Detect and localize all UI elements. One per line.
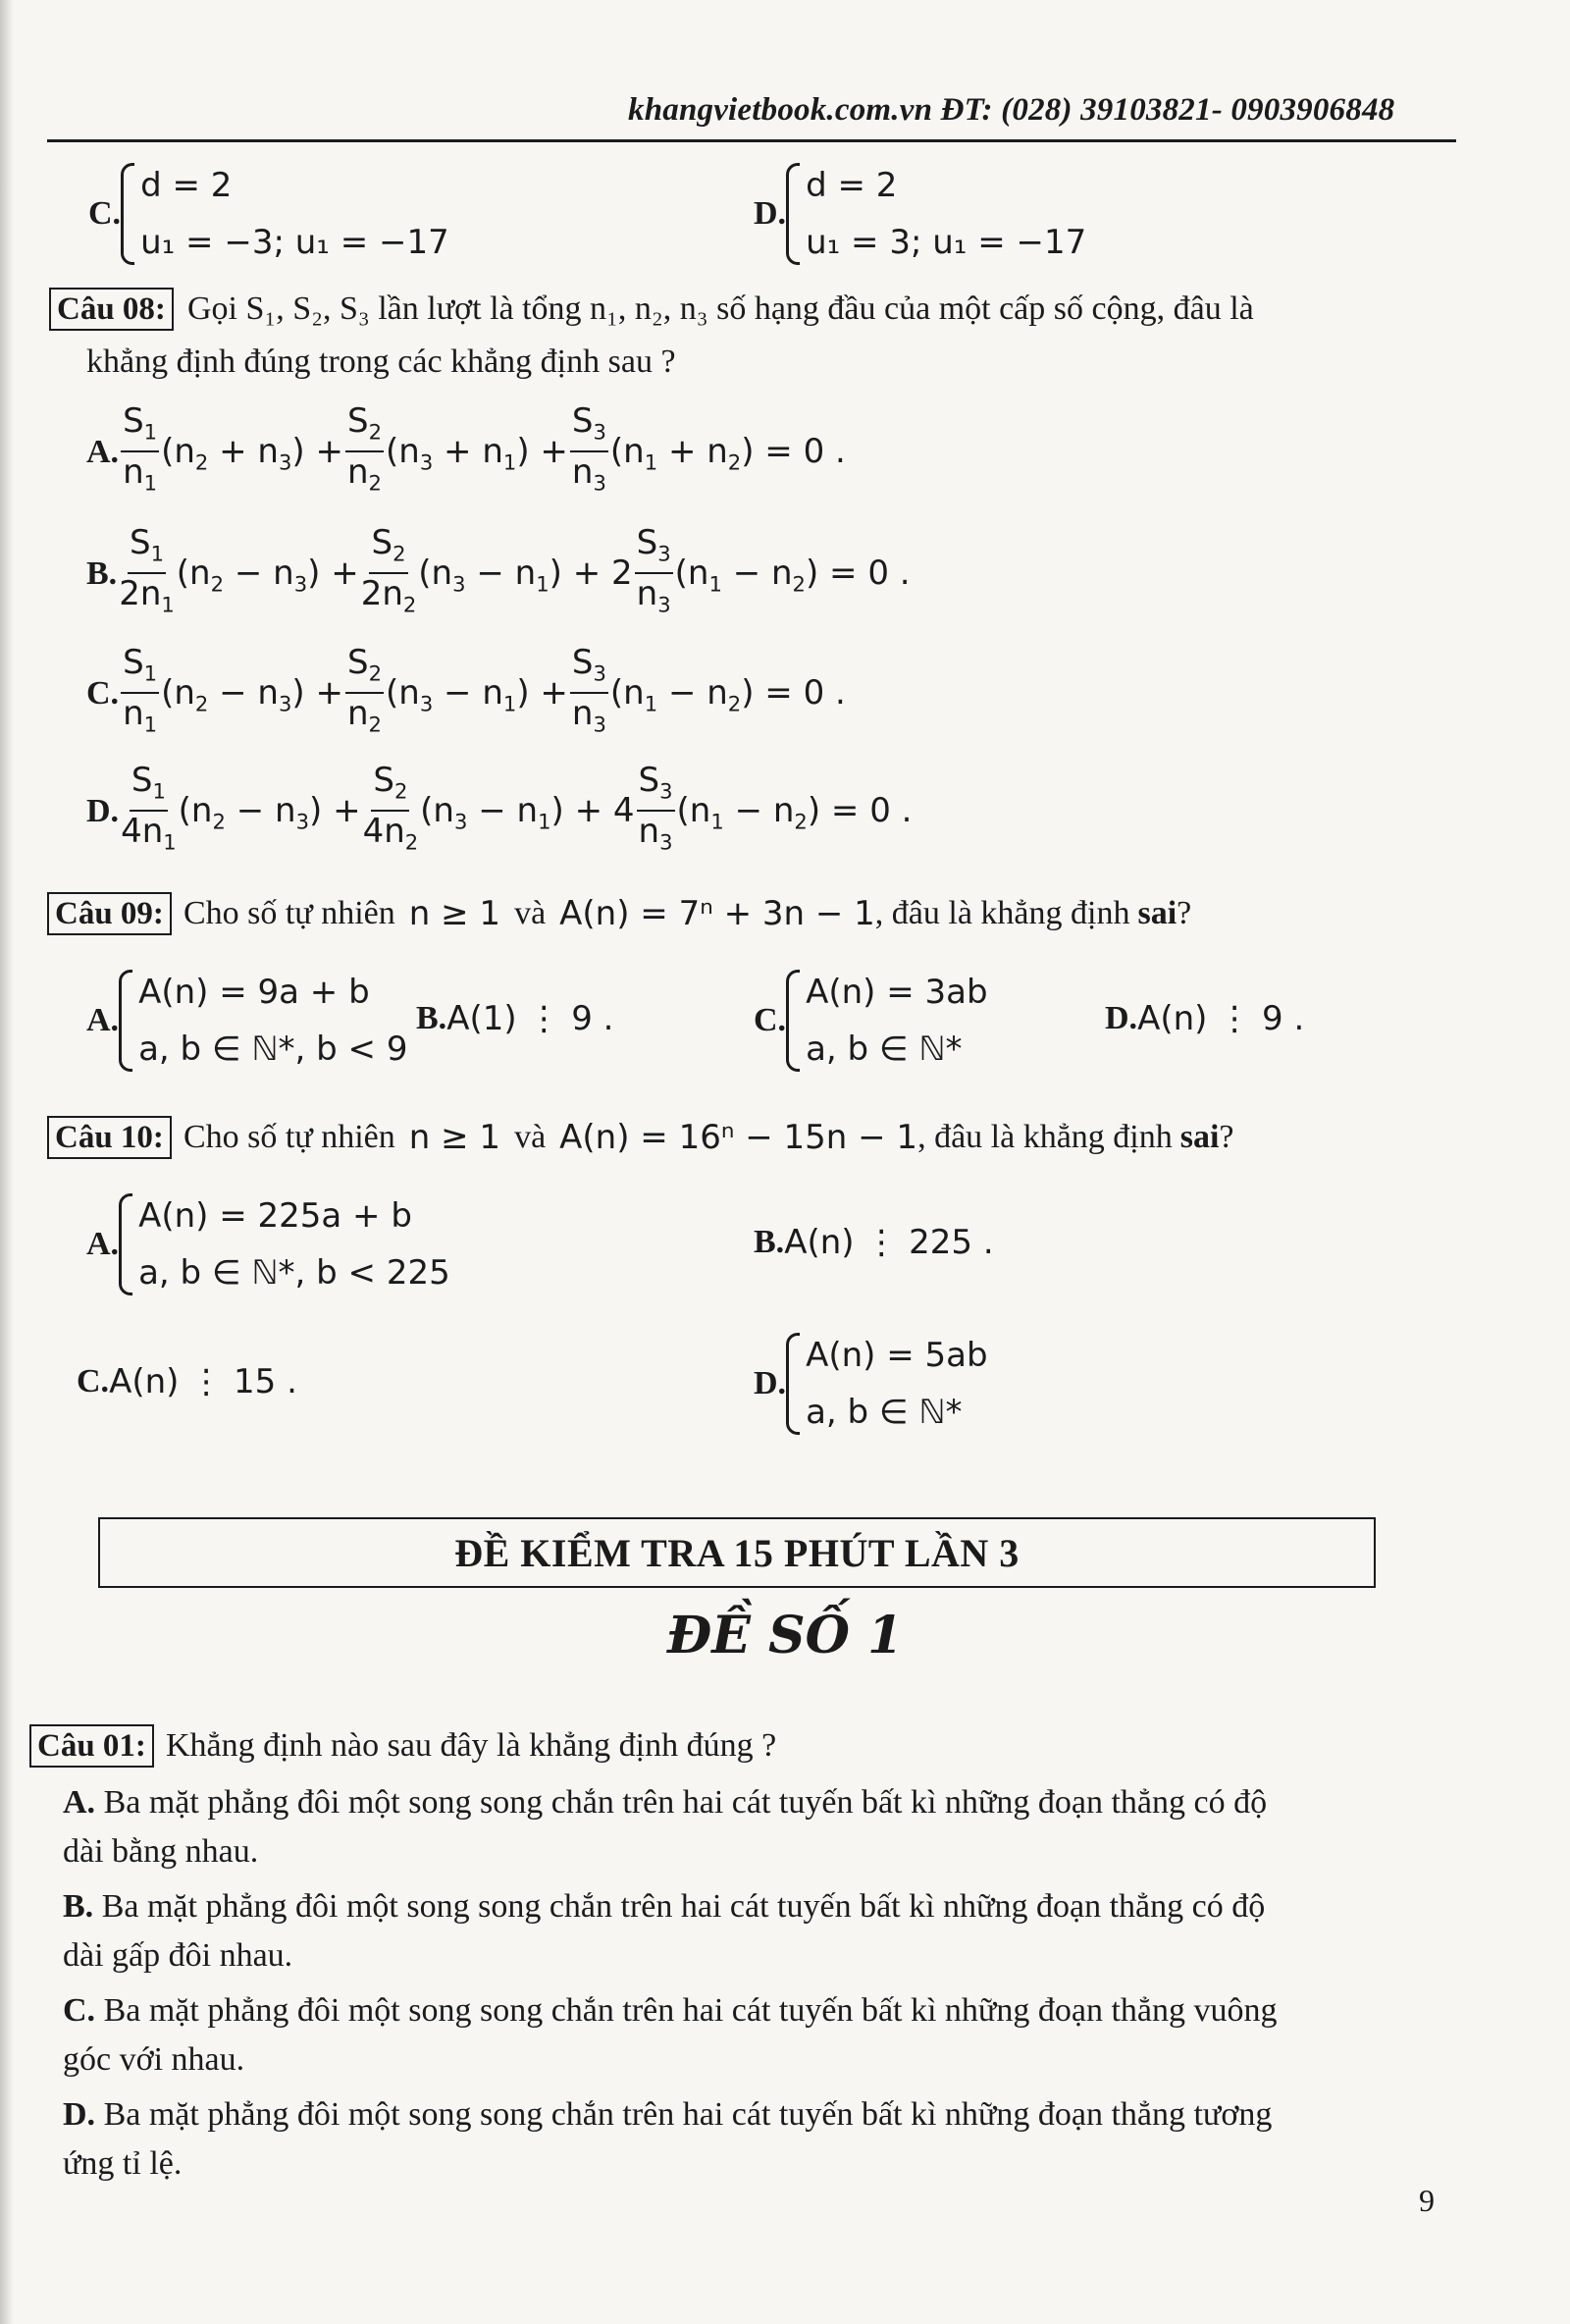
q10-text-post: , đâu là khẳng định <box>917 1119 1173 1155</box>
q09-c-line1: A(n) = 3ab <box>806 973 988 1012</box>
q08-a-label: A. <box>86 434 120 471</box>
q01-a-text-line2: dài bằng nhau. <box>63 1833 259 1870</box>
q09-a-line2: a, b ∈ ℕ*, b < 9 <box>138 1030 408 1069</box>
q07-c-line2: u₁ = −3; u₁ = −17 <box>140 223 449 262</box>
header-site-contact: khangvietbook.com.vn ĐT: (028) 39103821- 0903906848 <box>628 92 1395 128</box>
q09-option-a <box>86 964 408 1078</box>
q01-option-b <box>63 1882 1437 1931</box>
q09-expression: A(n) = 7ⁿ + 3n − 1 <box>559 894 875 933</box>
q08-option-c: C. $\frac{S_1}{n_1}$ $(n_2 - n_3)$ + $\frac{S_2}{n_2}$ $(n_3 - n_1)$ + $\frac{S_3}{n_3}$ $(n_1 - n_2) = 0$ . <box>86 643 846 737</box>
section-subtitle: ĐỀ SỐ 1 <box>666 1606 904 1665</box>
q10-expression: A(n) = 16ⁿ − 15n − 1 <box>559 1118 918 1157</box>
q10-a-system <box>119 1188 450 1301</box>
q09-text-post: , đâu là khẳng định <box>874 895 1130 931</box>
q10-option-c <box>77 1362 297 1401</box>
q09-d-text: A(n) ⋮ 9 . <box>1137 999 1305 1038</box>
q08-option-a: A. $\frac{S_1}{n_1}$ $(n_2 + n_3)$ + $\frac{S_2}{n_2}$ $(n_3 + n_1)$ + $\frac{S_3}{n_3}$ $(n_1 + n_2) = 0$ . <box>86 401 846 496</box>
q09-option-d <box>1105 999 1304 1038</box>
q09-condition: n ≥ 1 <box>408 894 501 933</box>
q01-c-label: C. <box>63 1992 96 2029</box>
q10-a-label: A. <box>86 1226 120 1262</box>
q01-a-label: A. <box>63 1784 96 1821</box>
q10-c-label: C. <box>77 1363 110 1400</box>
brace <box>119 970 132 1072</box>
page-edge-shadow <box>0 0 14 2324</box>
q09-a-line1: A(n) = 9a + b <box>138 973 370 1012</box>
q10-a-line1: A(n) = 225a + b <box>138 1196 412 1236</box>
q01-a-text-line1: Ba mặt phẳng đôi một song song chắn trên hai cát tuyến bất kì những đoạn thẳng có độ <box>103 1784 1268 1821</box>
section-title-box <box>98 1517 1376 1588</box>
brace <box>121 163 134 265</box>
q09-c-label: C. <box>754 1002 787 1038</box>
q09-c-line2: a, b ∈ ℕ* <box>806 1030 963 1069</box>
q01-stem <box>29 1721 776 1770</box>
q07-option-c <box>88 157 449 271</box>
q09-text-and: và <box>514 895 547 931</box>
q07-d-label: D. <box>754 195 787 232</box>
q01-c-text-line2: góc với nhau. <box>63 2041 245 2078</box>
q09-stem <box>47 889 1191 938</box>
q09-b-label: B. <box>416 1000 447 1036</box>
q07-c-line1: d = 2 <box>140 166 233 205</box>
q10-option-a <box>86 1188 450 1301</box>
q10-d-line1: A(n) = 5ab <box>806 1336 988 1375</box>
q10-d-line2: a, b ∈ ℕ* <box>806 1393 963 1432</box>
q08-text-line2: khẳng định đúng trong các khẳng định sau ? <box>86 343 676 380</box>
q01-text: Khẳng định nào sau đây là khẳng định đúng ? <box>165 1727 777 1764</box>
q10-text-and: và <box>514 1119 547 1155</box>
q01-c-text-line1: Ba mặt phẳng đôi một song song chắn trên hai cát tuyến bất kì những đoạn thẳng vuông <box>103 1992 1278 2029</box>
q09-d-label: D. <box>1105 1000 1138 1036</box>
q09-bold-word: sai <box>1137 895 1178 931</box>
q01-option-d <box>63 2090 1437 2139</box>
q07-d-line1: d = 2 <box>806 166 898 205</box>
q09-text-pre: Cho số tự nhiên <box>183 895 395 931</box>
q07-c-label: C. <box>88 195 122 232</box>
q01-b-text-line1: Ba mặt phẳng đôi một song song chắn trên hai cát tuyến bất kì những đoạn thẳng có độ <box>101 1888 1266 1925</box>
brace <box>786 163 800 265</box>
q07-c-system <box>121 157 449 271</box>
q01-d-label: D. <box>63 2096 96 2133</box>
q08-text-line1: Gọi S₁, S₂, S₃ lần lượt là tổng n₁, n₂, n₃ số hạng đầu của một cấp số cộng, đâu là <box>186 290 1254 327</box>
q10-a-line2: a, b ∈ ℕ*, b < 225 <box>138 1253 450 1293</box>
q10-d-system <box>786 1327 988 1441</box>
q01-option-c <box>63 1986 1437 2035</box>
brace <box>786 970 800 1072</box>
q01-d-text-line2: ứng tỉ lệ. <box>63 2145 183 2182</box>
q09-option-c <box>754 964 988 1078</box>
q08-option-b: B. $\frac{S_1}{2n_1}$ $(n_2 - n_3)$ + $\frac{S_2}{2n_2}$ $(n_3 - n_1) + 2$ $\frac{S_3}{n_3}$ $(n_1 - n_2) = 0$ . <box>86 523 911 617</box>
q09-text-end: ? <box>1177 895 1192 931</box>
section-title: ĐỀ KIỂM TRA 15 PHÚT LẦN 3 <box>454 1530 1020 1575</box>
q10-condition: n ≥ 1 <box>408 1118 501 1157</box>
q01-label: Câu 01: <box>29 1724 154 1768</box>
q09-b-text: A(1) ⋮ 9 . <box>446 999 614 1038</box>
brace <box>119 1193 132 1295</box>
q08-b-label: B. <box>86 555 118 593</box>
q01-option-a <box>63 1778 1437 1827</box>
q01-b-label: B. <box>63 1888 94 1925</box>
q10-label: Câu 10: <box>47 1116 172 1159</box>
q09-label: Câu 09: <box>47 892 172 935</box>
q10-stem <box>47 1113 1234 1162</box>
q10-d-label: D. <box>754 1365 787 1401</box>
q08-d-label: D. <box>86 793 120 830</box>
q09-a-label: A. <box>86 1002 120 1038</box>
header-rule <box>47 139 1456 142</box>
q10-b-text: A(n) ⋮ 225 . <box>784 1223 994 1262</box>
q08-c-label: C. <box>86 675 120 713</box>
q07-d-system <box>786 157 1086 271</box>
q08-stem <box>49 285 1462 387</box>
q09-a-system <box>119 964 407 1078</box>
q01-d-text-line1: Ba mặt phẳng đôi một song song chắn trên hai cát tuyến bất kì những đoạn thẳng tương <box>103 2096 1273 2133</box>
q01-options <box>63 1778 1437 2189</box>
q07-d-line2: u₁ = 3; u₁ = −17 <box>806 223 1087 262</box>
q09-option-b <box>416 999 613 1038</box>
q10-option-d <box>754 1327 988 1441</box>
q08-label: Câu 08: <box>49 288 174 331</box>
q09-c-system <box>786 964 988 1078</box>
q10-text-pre: Cho số tự nhiên <box>183 1119 395 1155</box>
q10-b-label: B. <box>754 1224 785 1260</box>
q10-option-b <box>754 1223 994 1262</box>
q10-bold-word: sai <box>1179 1119 1220 1155</box>
q08-option-d: D. $\frac{S_1}{4n_1}$ $(n_2 - n_3)$ + $\frac{S_2}{4n_2}$ $(n_3 - n_1) + 4$ $\frac{S_3}{n_3}$ $(n_1 - n_2) = 0$ . <box>86 761 913 855</box>
q07-option-d <box>754 157 1086 271</box>
q10-c-text: A(n) ⋮ 15 . <box>109 1362 297 1401</box>
page-number: 9 <box>1419 2183 1435 2218</box>
q10-text-end: ? <box>1219 1119 1234 1155</box>
brace <box>786 1333 800 1435</box>
q01-b-text-line2: dài gấp đôi nhau. <box>63 1937 293 1974</box>
